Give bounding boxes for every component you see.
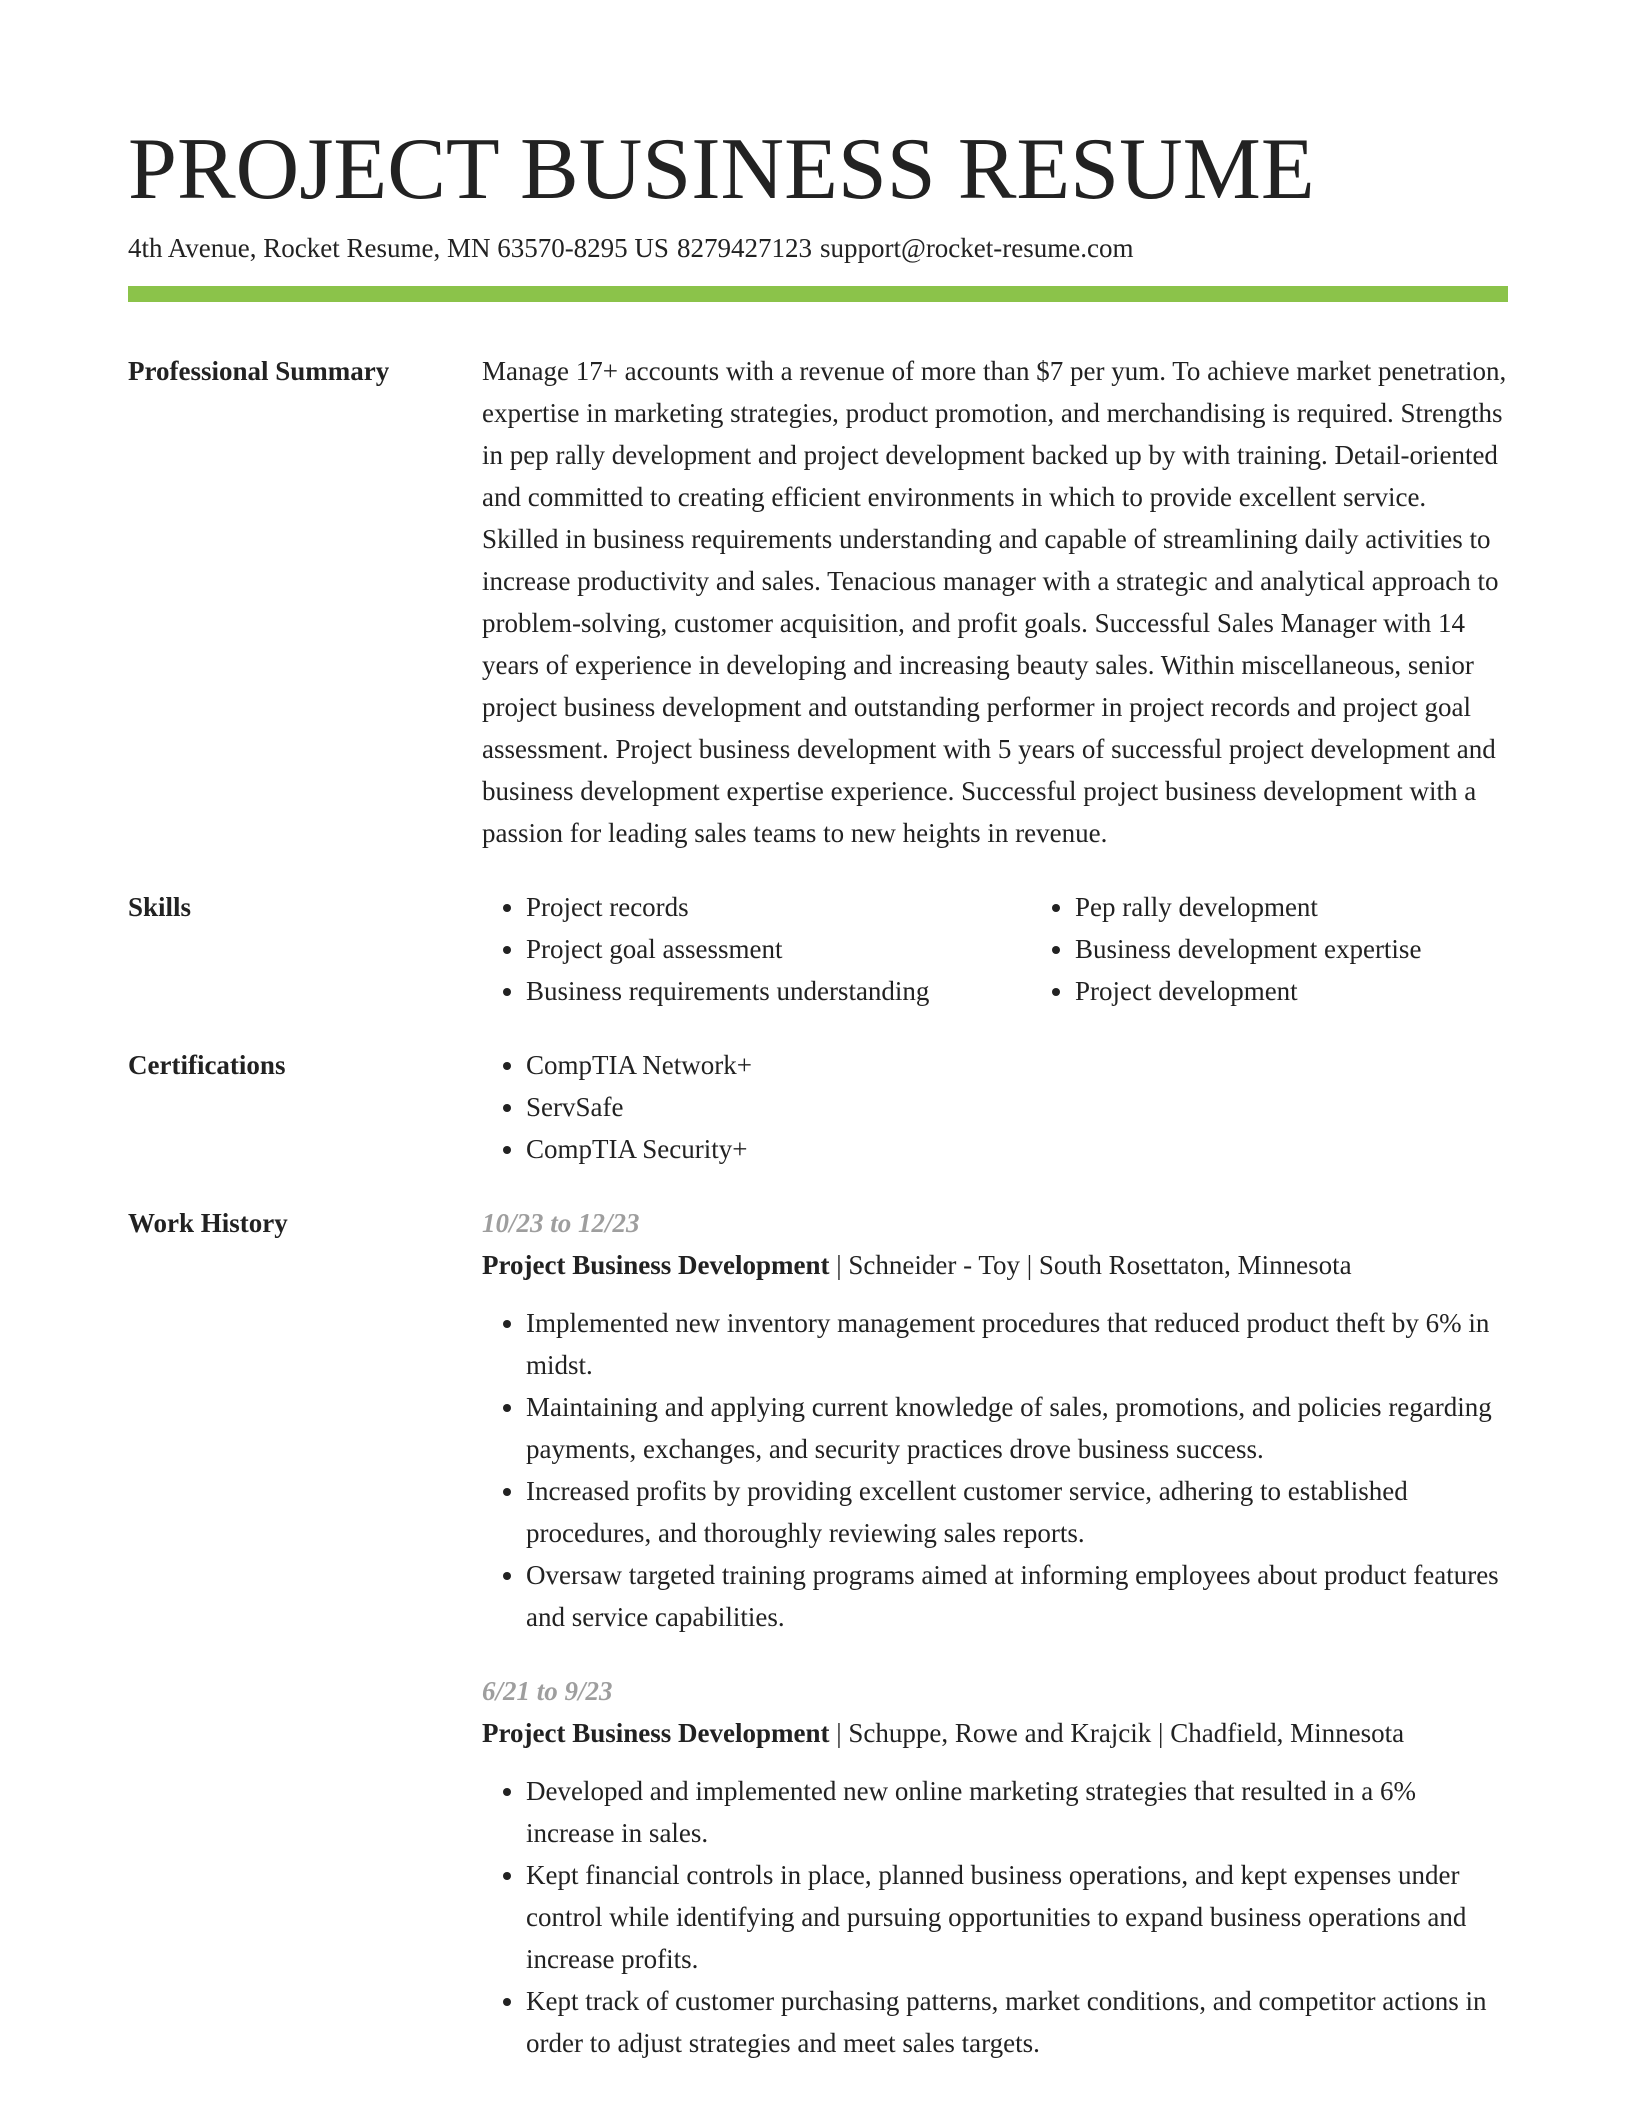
job-bullet: • Kept financial controls in place, planned business operations, and kept expenses under control while identifying and pursuing opportunities to expand business operations and increase profits. [526, 1854, 1508, 1980]
job-heading [482, 1244, 1508, 1286]
contact-address: 4th Avenue, Rocket Resume, MN 63570-8295 US [128, 233, 669, 263]
section-certifications [128, 1044, 1508, 1170]
job-bullet: • Implemented new inventory management procedures that reduced product theft by 6% in midst. [526, 1302, 1508, 1386]
skill-item: • Project records [526, 886, 1031, 928]
skill-item: • Project development [1075, 970, 1575, 1012]
certification-item: • ServSafe [526, 1086, 1508, 1128]
section-title-certifications: Certifications [128, 1050, 286, 1080]
skills-body [482, 886, 1575, 1012]
section-title-summary: Professional Summary [128, 356, 390, 386]
skills-column-2 [1031, 886, 1575, 1012]
work-history-body [482, 1202, 1508, 2064]
skills-grid [482, 886, 1575, 1012]
certifications-list [482, 1044, 1508, 1170]
job-title: Project Business Development [482, 1718, 830, 1748]
job-title: Project Business Development [482, 1250, 830, 1280]
summary-text: Manage 17+ accounts with a revenue of more than $7 per yum. To achieve market penetration, expertise in marketing strategies, product promotion, and merchandising is required. Strengths in pep rally development and project development backed up by with training. Detail-oriented and committed to creating efficient environments in which to provide excellent service. Skilled in business requirements understanding and capable of streamlining daily activities to increase productivity and sales. Tenacious manager with a strategic and analytical approach to problem-solving, customer acquisition, and profit goals. Successful Sales Manager with 14 years of experience in developing and increasing beauty sales. Within miscellaneous, senior project business development and outstanding performer in project records and project goal assessment. Project business development with 5 years of successful project development and business development expertise experience. Successful project business development with a passion for leading sales teams to new heights in revenue. [482, 356, 1507, 848]
job-dates: 10/23 to 12/23 [482, 1208, 640, 1238]
resume-sections [128, 350, 1508, 2064]
header-divider [128, 286, 1508, 302]
contact-line [128, 230, 1508, 266]
skill-item: • Business requirements understanding [526, 970, 1031, 1012]
job-entry [482, 1670, 1508, 2064]
resume-name: PROJECT BUSINESS RESUME [128, 121, 1315, 218]
job-details: | Schuppe, Rowe and Krajcik | Chadfield, Minnesota [829, 1718, 1405, 1748]
section-skills [128, 886, 1508, 1012]
contact-email: support@rocket-resume.com [819, 233, 1134, 263]
section-title-work-history: Work History [128, 1208, 288, 1238]
job-dates: 6/21 to 9/23 [482, 1676, 613, 1706]
summary-body [482, 350, 1508, 854]
contact-phone: 8279427123 [676, 233, 812, 263]
job-details: | Schneider - Toy | South Rosettaton, Minnesota [829, 1250, 1352, 1280]
certifications-body [482, 1044, 1508, 1170]
certification-item: • CompTIA Security+ [526, 1128, 1508, 1170]
job-bullet: • Maintaining and applying current knowledge of sales, promotions, and policies regarding payments, exchanges, and security practices drove business success. [526, 1386, 1508, 1470]
resume-header [128, 118, 1508, 266]
section-title-skills: Skills [128, 892, 192, 922]
skill-item: • Business development expertise [1075, 928, 1575, 970]
job-bullet: • Oversaw targeted training programs aimed at informing employees about product features and service capabilities. [526, 1554, 1508, 1638]
certification-item: • CompTIA Network+ [526, 1044, 1508, 1086]
job-bullet: • Kept track of customer purchasing patterns, market conditions, and competitor actions in order to adjust strategies and meet sales targets. [526, 1980, 1508, 2064]
section-professional-summary [128, 350, 1508, 854]
skills-column-1 [482, 886, 1031, 1012]
job-bullets [482, 1302, 1508, 1638]
skill-item: • Project goal assessment [526, 928, 1031, 970]
job-entry [482, 1202, 1508, 1638]
job-bullet: • Increased profits by providing excellent customer service, adhering to established procedures, and thoroughly reviewing sales reports. [526, 1470, 1508, 1554]
job-bullets [482, 1770, 1508, 2064]
job-bullet: • Developed and implemented new online marketing strategies that resulted in a 6% increase in sales. [526, 1770, 1508, 1854]
skill-item: • Pep rally development [1075, 886, 1575, 928]
section-work-history [128, 1202, 1508, 2064]
job-heading [482, 1712, 1508, 1754]
